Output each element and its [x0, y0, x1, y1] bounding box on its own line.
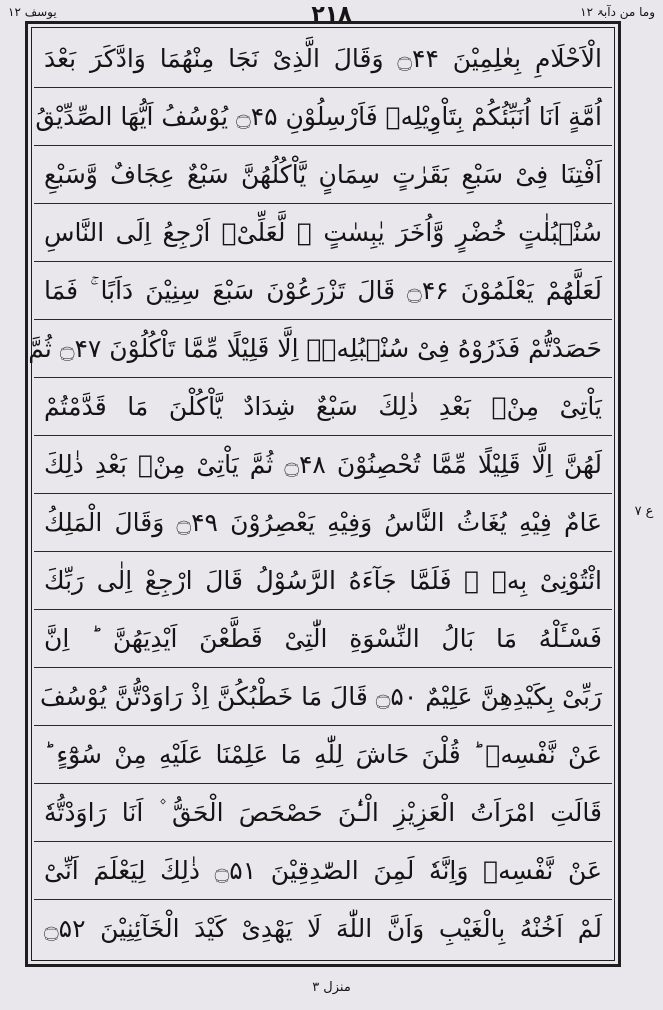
text-line-13: عَنْ نَّفْسِهٖ ؕ قُلْنَ حَاشَ لِلّٰهِ مَا عَلِمْنَا عَلَیْهِ مِنْ سُوْٓءٍ ؕ: [34, 726, 612, 784]
text-line-12: رَبِّیْ بِكَیْدِهِنَّ عَلِیْمٌ ۝۵۰ قَالَ مَا خَطْبُكُنَّ اِذْ رَاوَدْتُّنَّ یُوْسُفَ: [34, 668, 612, 726]
text-line-6: حَصَدْتُّمْ فَذَرُوْهُ فِیْ سُنْۢبُلِهٖۤ اِلَّا قَلِیْلًا مِّمَّا تَاْكُلُوْنَ ۝۴۷ ثُمَّ: [34, 320, 612, 378]
text-line-14: قَالَتِ امْرَاَتُ الْعَزِیْزِ الْـٰٔنَ حَصْحَصَ الْحَقُّ ۫ اَنَا رَاوَدْتُّهٗ: [34, 784, 612, 842]
text-line-11: فَسْـَٔلْهُ مَا بَالُ النِّسْوَةِ الّٰتِیْ قَطَّعْنَ اَیْدِیَهُنَّ ؕ اِنَّ: [34, 610, 612, 668]
text-line-7: یَاْتِیْ مِنْۢ بَعْدِ ذٰلِكَ سَبْعٌ شِدَادٌ یَّاْكُلْنَ مَا قَدَّمْتُمْ: [34, 378, 612, 436]
text-line-3: اَفْتِنَا فِیْ سَبْعِ بَقَرٰتٍ سِمَانٍ یَّاْكُلُهُنَّ سَبْعٌ عِجَافٌ وَّسَبْعِ: [34, 146, 612, 204]
header-surah-name: یوسف ۱۲: [8, 5, 57, 19]
text-line-1: الْاَحْلَامِ بِعٰلِمِیْنَ ۝۴۴ وَقَالَ الَّذِیْ نَجَا مِنْهُمَا وَادَّكَرَ بَعْدَ: [34, 30, 612, 88]
header-para-name: وما من دآبۃ ۱۲: [580, 5, 655, 19]
verse-text-block: [28, 30, 612, 958]
text-line-2: اُمَّةٍ اَنَا اُنَبِّئُكُمْ بِتَاْوِیْلِهٖ فَاَرْسِلُوْنِ ۝۴۵ یُوْسُفُ اَیُّهَا الصِّدِّیْقُ: [34, 88, 612, 146]
text-line-15: عَنْ نَّفْسِهٖ وَاِنَّهٗ لَمِنَ الصّٰدِقِیْنَ ۝۵۱ ذٰلِكَ لِیَعْلَمَ اَنِّیْ: [34, 842, 612, 900]
text-line-16: لَمْ اَخُنْهُ بِالْغَیْبِ وَاَنَّ اللّٰهَ لَا یَهْدِیْ كَیْدَ الْخَآئِنِیْنَ ۝۵۲: [44, 914, 602, 943]
text-line-8: لَهُنَّ اِلَّا قَلِیْلًا مِّمَّا تُحْصِنُوْنَ ۝۴۸ ثُمَّ یَاْتِیْ مِنْۢ بَعْدِ ذٰلِكَ: [34, 436, 612, 494]
text-line-10: ائْتُوْنِیْ بِهٖ ۚ فَلَمَّا جَآءَهُ الرَّسُوْلُ قَالَ ارْجِعْ اِلٰى رَبِّكَ: [34, 552, 612, 610]
manzil-footer: منزل ۳: [312, 980, 351, 995]
text-line-4: سُنْۢبُلٰتٍ خُضْرٍ وَّاُخَرَ یٰبِسٰتٍ ۙ لَّعَلِّیْۤ اَرْجِعُ اِلَى النَّاسِ: [34, 204, 612, 262]
text-line-5: لَعَلَّهُمْ یَعْلَمُوْنَ ۝۴۶ قَالَ تَزْرَعُوْنَ سَبْعَ سِنِیْنَ دَاَبًا ۚ فَمَا: [34, 262, 612, 320]
page-number: ۲۱۸: [311, 2, 352, 27]
text-line-9: عَامٌ فِیْهِ یُغَاثُ النَّاسُ وَفِیْهِ یَعْصِرُوْنَ ۝۴۹ وَقَالَ الْمَلِكُ: [34, 494, 612, 552]
ruku-margin-marker: ع ۷: [634, 504, 654, 519]
